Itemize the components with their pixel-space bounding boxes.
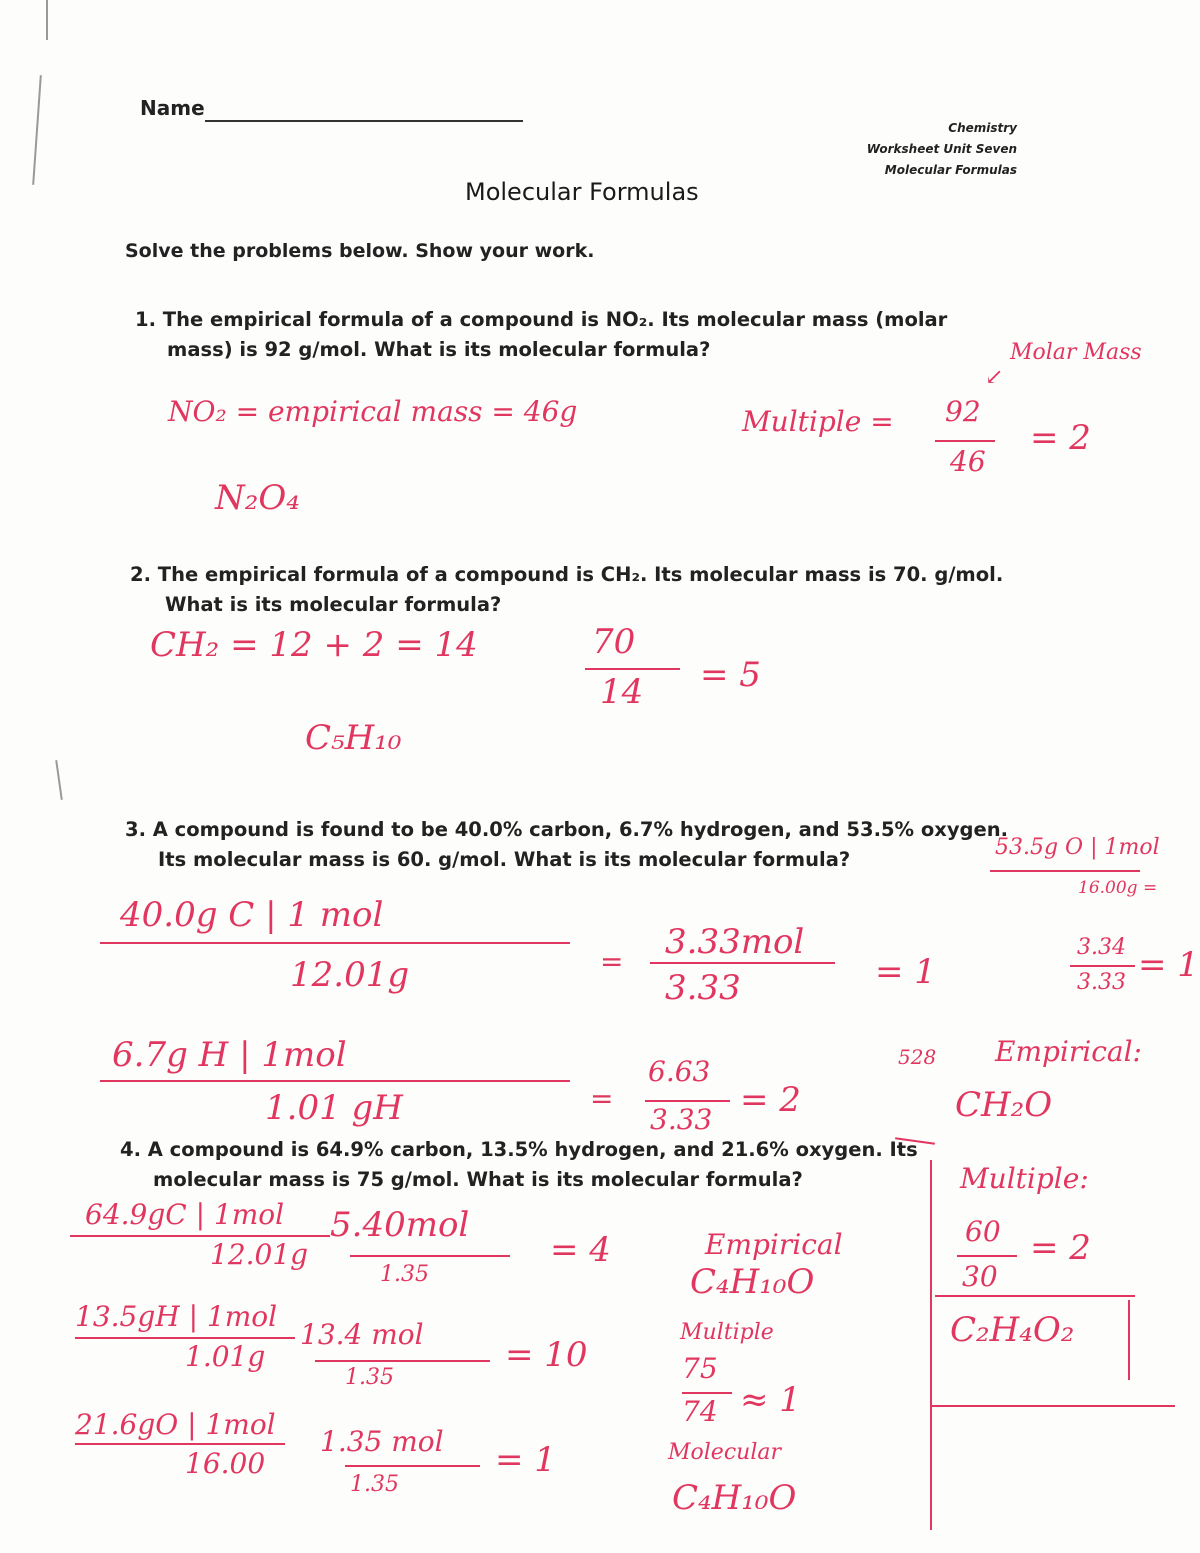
scan-edge-mark	[55, 760, 63, 800]
q4-carbon-bar	[70, 1235, 330, 1237]
instructions: Solve the problems below. Show your work.	[125, 240, 595, 262]
q1-fraction-denominator: 46	[950, 445, 986, 478]
q2-fraction-bar	[585, 668, 680, 670]
q4-oxygen-divisor: 1.35	[350, 1472, 399, 1497]
question-2-line-1: 2. The empirical formula of a compound is CH₂. Its molecular mass is 70. g/mol.	[130, 563, 1004, 586]
q4-oxygen-moles: 1.35 mol	[320, 1425, 444, 1458]
q4-multiple-numerator: 75	[682, 1352, 718, 1385]
scan-edge-mark	[32, 75, 42, 185]
q3-carbon-denominator: 12.01g	[290, 955, 410, 995]
q2-result: = 5	[700, 655, 761, 695]
question-2-line-2: What is its molecular formula?	[165, 593, 502, 616]
question-1-line-2: mass) is 92 g/mol. What is its molecular formula?	[167, 338, 711, 361]
course-info	[867, 118, 1017, 181]
q4-oxygen-denominator: 16.00	[185, 1447, 266, 1480]
q3-carbon-moles: 3.33mol	[665, 922, 805, 962]
q3-carbon-equals: =	[600, 945, 624, 978]
q3-oxygen-ratio: = 1	[1138, 945, 1199, 985]
q4-hydrogen-denominator: 1.01g	[185, 1340, 266, 1373]
q3-answer-underline	[935, 1295, 1135, 1297]
course-worksheet: Worksheet Unit Seven	[866, 142, 1017, 156]
q3-answer-box-left	[930, 1160, 932, 1530]
q3-oxygen-divisor: 3.33	[1077, 970, 1126, 995]
q3-carbon-mole-bar	[650, 962, 835, 964]
q3-multiple-bar	[957, 1255, 1017, 1257]
q1-multiple-label: Multiple =	[742, 405, 894, 438]
q2-calculation: CH₂ = 12 + 2 = 14	[150, 625, 478, 665]
question-1-line-1: 1. The empirical formula of a compound is NO₂. Its molecular mass (molar	[135, 308, 948, 331]
q4-hydrogen-moles: 13.4 mol	[300, 1318, 424, 1351]
q4-multiple-result: ≈ 1	[740, 1380, 801, 1420]
q3-oxygen-denominator: 16.00g =	[1078, 878, 1158, 898]
q4-empirical-label: Empirical	[705, 1228, 843, 1261]
q4-multiple-denominator: 74	[682, 1395, 718, 1428]
q4-carbon-moles: 5.40mol	[330, 1205, 470, 1245]
q4-hydrogen-mole-bar	[315, 1360, 490, 1362]
q1-empirical-mass: NO₂ = empirical mass = 46g	[168, 395, 578, 428]
q4-carbon-numerator: 64.9gC | 1mol	[85, 1198, 285, 1231]
question-2	[130, 560, 1003, 620]
q4-oxygen-ratio: = 1	[495, 1440, 556, 1480]
q3-hydrogen-bar	[100, 1080, 570, 1082]
q4-oxygen-bar	[75, 1443, 285, 1445]
page-title: Molecular Formulas	[465, 178, 699, 206]
q1-fraction-numerator: 92	[945, 395, 981, 428]
question-3-line-2: Its molecular mass is 60. g/mol. What is its molecular formula?	[158, 848, 851, 871]
q3-empirical-formula: CH₂O	[955, 1085, 1053, 1125]
q3-hydrogen-mole-bar	[645, 1100, 730, 1102]
q3-multiple-result: = 2	[1030, 1228, 1091, 1268]
q3-scribble: 528	[898, 1045, 937, 1069]
q2-answer: C₅H₁₀	[305, 718, 402, 758]
q3-hydrogen-equals: =	[590, 1082, 614, 1115]
q1-arrow: ↙	[985, 365, 1004, 390]
name-label: Name	[140, 96, 205, 120]
q1-fraction-bar	[935, 440, 995, 442]
q4-hydrogen-divisor: 1.35	[345, 1365, 394, 1390]
q4-carbon-divisor: 1.35	[380, 1262, 429, 1287]
q4-carbon-ratio: = 4	[550, 1230, 611, 1270]
q4-oxygen-numerator: 21.6gO | 1mol	[75, 1408, 276, 1441]
course-topic: Molecular Formulas	[884, 163, 1017, 177]
q3-multiple-denominator: 30	[962, 1260, 998, 1293]
q2-fraction-denominator: 14	[600, 672, 644, 712]
q3-hydrogen-divisor: 3.33	[650, 1103, 713, 1136]
q3-carbon-bar	[100, 942, 570, 944]
q3-multiple-label: Multiple:	[960, 1162, 1089, 1195]
q3-hydrogen-denominator: 1.01 gH	[265, 1088, 403, 1128]
q4-multiple-label: Multiple	[680, 1320, 774, 1345]
q3-hydrogen-ratio: = 2	[740, 1080, 801, 1120]
q3-multiple-numerator: 60	[965, 1215, 1001, 1248]
question-3	[125, 815, 1008, 875]
q4-carbon-mole-bar	[350, 1255, 510, 1257]
q4-molecular-label: Molecular	[668, 1440, 781, 1465]
q4-hydrogen-ratio: = 10	[505, 1335, 588, 1375]
q2-fraction-numerator: 70	[592, 622, 636, 662]
q3-oxygen-moles: 3.34	[1077, 935, 1126, 960]
question-4-line-2: molecular mass is 75 g/mol. What is its molecular formula?	[153, 1168, 803, 1191]
q1-answer: N₂O₄	[215, 478, 300, 518]
q4-hydrogen-numerator: 13.5gH | 1mol	[75, 1300, 278, 1333]
q3-hydrogen-numerator: 6.7g H | 1mol	[112, 1035, 347, 1075]
q3-oxygen-numerator: 53.5g O | 1mol	[995, 835, 1160, 860]
scan-edge-mark	[46, 0, 48, 40]
q3-carbon-numerator: 40.0g C | 1 mol	[120, 895, 384, 935]
q4-answer: C₄H₁₀O	[672, 1478, 797, 1518]
question-4-line-1: 4. A compound is 64.9% carbon, 13.5% hydrogen, and 21.6% oxygen. Its	[120, 1138, 918, 1161]
course-subject: Chemistry	[948, 121, 1017, 135]
q3-oxygen-mole-bar	[1070, 965, 1135, 967]
q3-empirical-label: Empirical:	[995, 1035, 1142, 1068]
q3-answer-box-bottom	[930, 1405, 1175, 1407]
q3-carbon-divisor: 3.33	[665, 968, 741, 1008]
question-1	[135, 305, 947, 365]
name-field-line[interactable]	[205, 120, 523, 122]
q1-note-molar-mass: Molar Mass	[1010, 340, 1142, 365]
q4-hydrogen-bar	[75, 1337, 295, 1339]
q3-answer-box-right	[1128, 1300, 1130, 1380]
q3-carbon-ratio: = 1	[875, 952, 936, 992]
question-3-line-1: 3. A compound is found to be 40.0% carbon, 6.7% hydrogen, and 53.5% oxygen.	[125, 818, 1009, 841]
q4-empirical-formula: C₄H₁₀O	[690, 1262, 815, 1302]
q1-multiple-result: = 2	[1030, 418, 1091, 458]
question-4	[120, 1135, 918, 1195]
q3-oxygen-bar	[990, 870, 1140, 872]
q4-carbon-denominator: 12.01g	[210, 1238, 309, 1271]
q4-multiple-bar	[682, 1392, 732, 1394]
q3-hydrogen-moles: 6.63	[648, 1055, 711, 1088]
q4-oxygen-mole-bar	[345, 1465, 480, 1467]
q3-answer: C₂H₄O₂	[950, 1310, 1075, 1350]
